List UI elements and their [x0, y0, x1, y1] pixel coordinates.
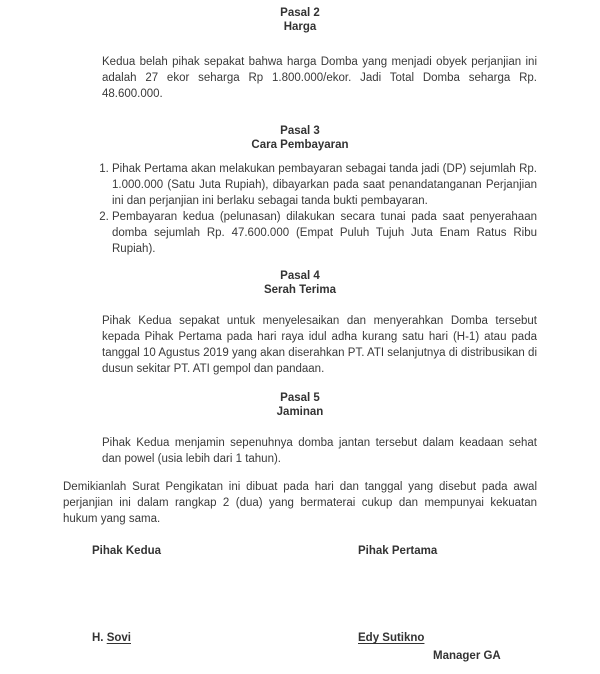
- first-party-name-text: Edy Sutikno: [358, 632, 425, 644]
- pasal-3-title: Pasal 3: [280, 125, 320, 137]
- first-party-name: [358, 630, 537, 646]
- pasal-5-paragraph: Pihak Kedua menjamin sepenuhnya domba jantan tersebut dalam keadaan sehat dan powel (usia lebih dari 1 tahun).: [102, 437, 537, 465]
- section-pasal-5-heading: [63, 391, 537, 419]
- pasal-5-title: Pasal 5: [280, 392, 320, 404]
- first-party-job-title: Manager GA: [433, 650, 501, 662]
- section-pasal-4-heading: [63, 269, 537, 297]
- pasal-4-subtitle: Serah Terima: [263, 284, 336, 296]
- pasal-4-title: Pasal 4: [280, 270, 320, 282]
- pasal-4-paragraph: Pihak Kedua sepakat untuk menyelesaikan dan menyerahkan Domba tersebut kepada Pihak Pertama pada hari raya idul adha kurang satu hari (H-1) atau pada tanggal 10 Agustus 2019 yang akan diserahkan PT. ATI selanjutnya di distribusikan di dusun sekitar PT. ATI gempol dan pandaan.: [102, 315, 537, 375]
- second-party-name: [92, 630, 358, 646]
- payment-term-item: 1. Pihak Pertama akan melakukan pembayaran sebagai tanda jadi (DP) sejumlah Rp. 1.000.000 (Satu Juta Rupiah), dibayarkan pada saat penandatanganan Perjanjian ini dan perjanjian ini berlaku sebagai tanda bukti pembayaran.: [112, 161, 537, 209]
- pasal-5-subtitle: Jaminan: [276, 406, 324, 418]
- payment-term-item: 2. Pembayaran kedua (pelunasan) dilakukan secara tunai pada saat penyerahaan domba sejumlah Rp. 47.600.000 (Empat Puluh Tujuh Juta Enam Ratus Ribu Rupiah).: [112, 209, 537, 257]
- section-pasal-3-heading: [63, 124, 537, 152]
- signature-block: [63, 543, 537, 664]
- second-party-role-label: Pihak Kedua: [92, 545, 162, 557]
- first-party-role-label: Pihak Pertama: [358, 545, 438, 557]
- signature-first-party: [358, 543, 537, 664]
- section-pasal-2-heading: [63, 6, 537, 34]
- closing-statement: Demikianlah Surat Pengikatan ini dibuat pada hari dan tanggal yang disebut pada awal perjanjian ini dalam rangkap 2 (dua) yang bermaterai cukup dan mempunyai kekuatan hukum yang sama.: [63, 481, 537, 525]
- second-party-name-prefix: H.: [92, 632, 104, 644]
- pasal-2-subtitle: Harga: [283, 21, 317, 33]
- signature-second-party: [92, 543, 358, 664]
- payment-terms-list: [63, 161, 537, 257]
- pasal-3-subtitle: Cara Pembayaran: [251, 139, 349, 151]
- pasal-2-title: Pasal 2: [280, 7, 320, 19]
- pasal-2-paragraph: Kedua belah pihak sepakat bahwa harga Domba yang menjadi obyek perjanjian ini adalah 27 ekor seharga Rp 1.800.000/ekor. Jadi Total Domba seharga Rp. 48.600.000.: [102, 56, 537, 100]
- second-party-name-text: Sovi: [106, 632, 131, 644]
